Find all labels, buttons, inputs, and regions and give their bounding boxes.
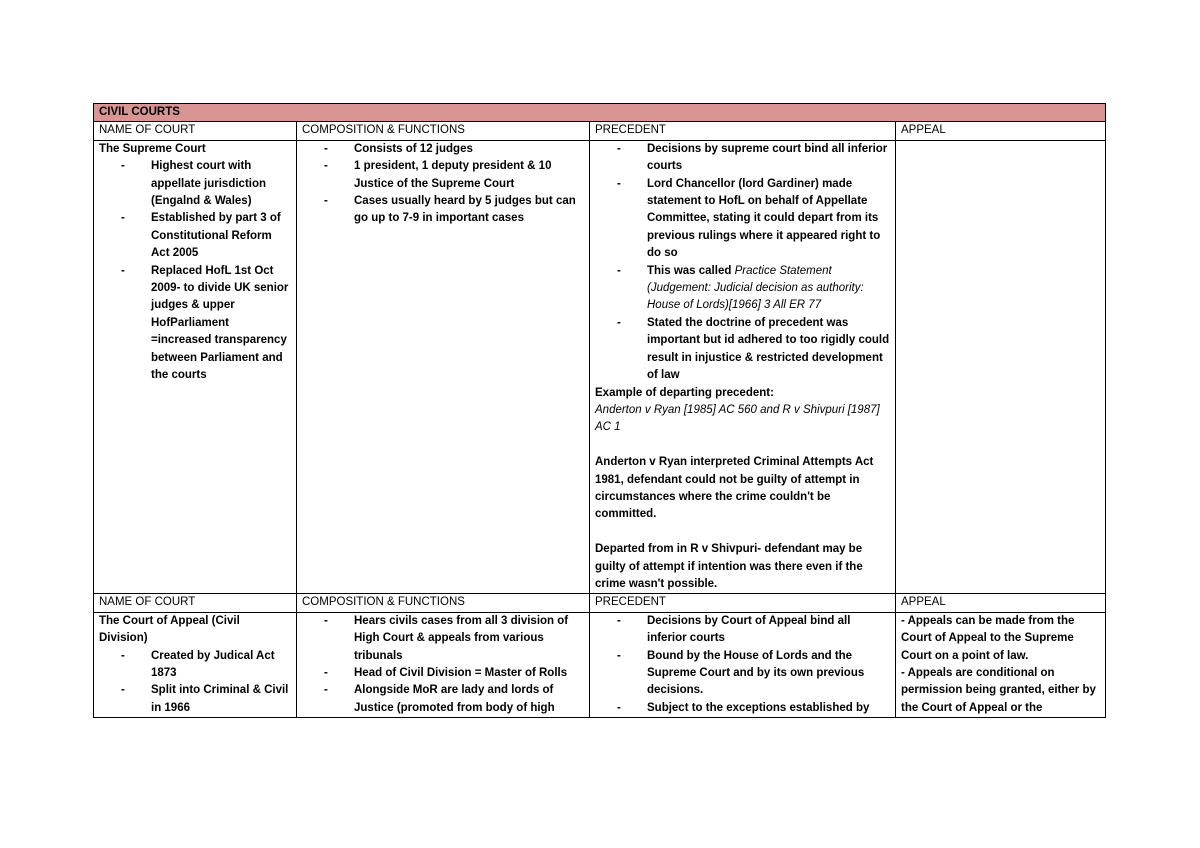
list-item: - Head of Civil Division = Master of Rolls (302, 665, 584, 682)
header-name-of-court: NAME OF COURT (94, 594, 297, 612)
composition-list (302, 141, 584, 228)
court-of-appeal-row (94, 612, 1106, 717)
list-item: - Alongside MoR are lady and lords of Justice (promoted from body of high (302, 682, 584, 716)
list-item: - Split into Criminal & Civil in 1966 (99, 682, 291, 716)
list-item: - 1 president, 1 deputy president & 10 Justice of the Supreme Court (302, 158, 584, 193)
list-item: - Stated the doctrine of precedent was important but id adhered to too rigidly could result in injustice & restricted development of law (595, 315, 890, 385)
appeal-composition-cell (297, 612, 590, 717)
appeal-line: - Appeals can be made from the Court of Appeal to the Supreme Court on a point of law. (901, 614, 1075, 662)
list-item: - Bound by the House of Lords and the Supreme Court and by its own previous decisions. (595, 648, 890, 700)
court-name-list (99, 648, 291, 717)
list-item: - Lord Chancellor (lord Gardiner) made statement to HofL on behalf of Appellate Committee, stating it could depart from its previous rulings where it appeared right to do so (595, 176, 890, 263)
precedent-list (595, 613, 890, 717)
header-appeal: APPEAL (896, 594, 1106, 612)
list-item: - Decisions by supreme court bind all inferior courts (595, 141, 890, 176)
header-appeal: APPEAL (896, 122, 1106, 140)
composition-list (302, 613, 584, 717)
header-precedent: PRECEDENT (590, 594, 896, 612)
civil-courts-table (93, 103, 1106, 718)
list-item: - Consists of 12 judges (302, 141, 584, 158)
header-composition: COMPOSITION & FUNCTIONS (297, 122, 590, 140)
supreme-court-row (94, 140, 1106, 594)
header-name-of-court: NAME OF COURT (94, 122, 297, 140)
header-precedent: PRECEDENT (590, 122, 896, 140)
list-item: - Established by part 3 of Constitutional Reform Act 2005 (99, 210, 291, 262)
table-title-row (94, 104, 1106, 122)
list-item: - Subject to the exceptions established by (595, 700, 890, 717)
court-name-list (99, 158, 291, 384)
appeal-name-cell (94, 612, 297, 717)
list-item: - Highest court with appellate jurisdiction (Engalnd & Wales) (99, 158, 291, 210)
header-composition: COMPOSITION & FUNCTIONS (297, 594, 590, 612)
court-name: The Court of Appeal (Civil Division) (99, 614, 240, 645)
list-item: - Hears civils cases from all 3 division of High Court & appeals from various tribunals (302, 613, 584, 665)
precedent-list (595, 141, 890, 385)
anderton-text: Anderton v Ryan interpreted Criminal Attempts Act 1981, defendant could not be guilty of attempt in circumstances where the crime couldn't be committed. (595, 456, 874, 521)
appeal-appeal-cell (896, 612, 1106, 717)
practice-statement-label: This was called (647, 264, 732, 277)
supreme-composition-cell (297, 140, 590, 594)
example-heading: Example of departing precedent: (595, 386, 774, 399)
supreme-precedent-cell (590, 140, 896, 594)
supreme-appeal-cell (896, 140, 1106, 594)
example-cases: Anderton v Ryan [1985] AC 560 and R v Shivpuri [1987] AC 1 (595, 403, 880, 434)
shivpuri-text: Departed from in R v Shivpuri- defendant may be guilty of attempt if intention was there even if the crime wasn't possible. (595, 543, 863, 590)
header-row-repeat (94, 594, 1106, 612)
header-row (94, 122, 1106, 140)
practice-statement-ref: Practice Statement (Judgement: Judicial decision as authority: House of Lords)[1966] 3 All ER 77 (647, 264, 864, 312)
supreme-name-cell (94, 140, 297, 594)
list-item: - Created by Judical Act 1873 (99, 648, 291, 683)
appeal-precedent-cell (590, 612, 896, 717)
list-item: - Cases usually heard by 5 judges but can go up to 7-9 in important cases (302, 193, 584, 228)
court-name: The Supreme Court (99, 142, 206, 155)
table-title: CIVIL COURTS (94, 104, 1106, 122)
list-item: - Decisions by Court of Appeal bind all inferior courts (595, 613, 890, 648)
list-item (595, 263, 890, 315)
list-item: - Replaced HofL 1st Oct 2009- to divide UK senior judges & upper HofParliament =increased transparency between Parliament and the courts (99, 263, 291, 385)
appeal-line: - Appeals are conditional on permission being granted, either by the Court of Appeal or the (901, 666, 1096, 714)
